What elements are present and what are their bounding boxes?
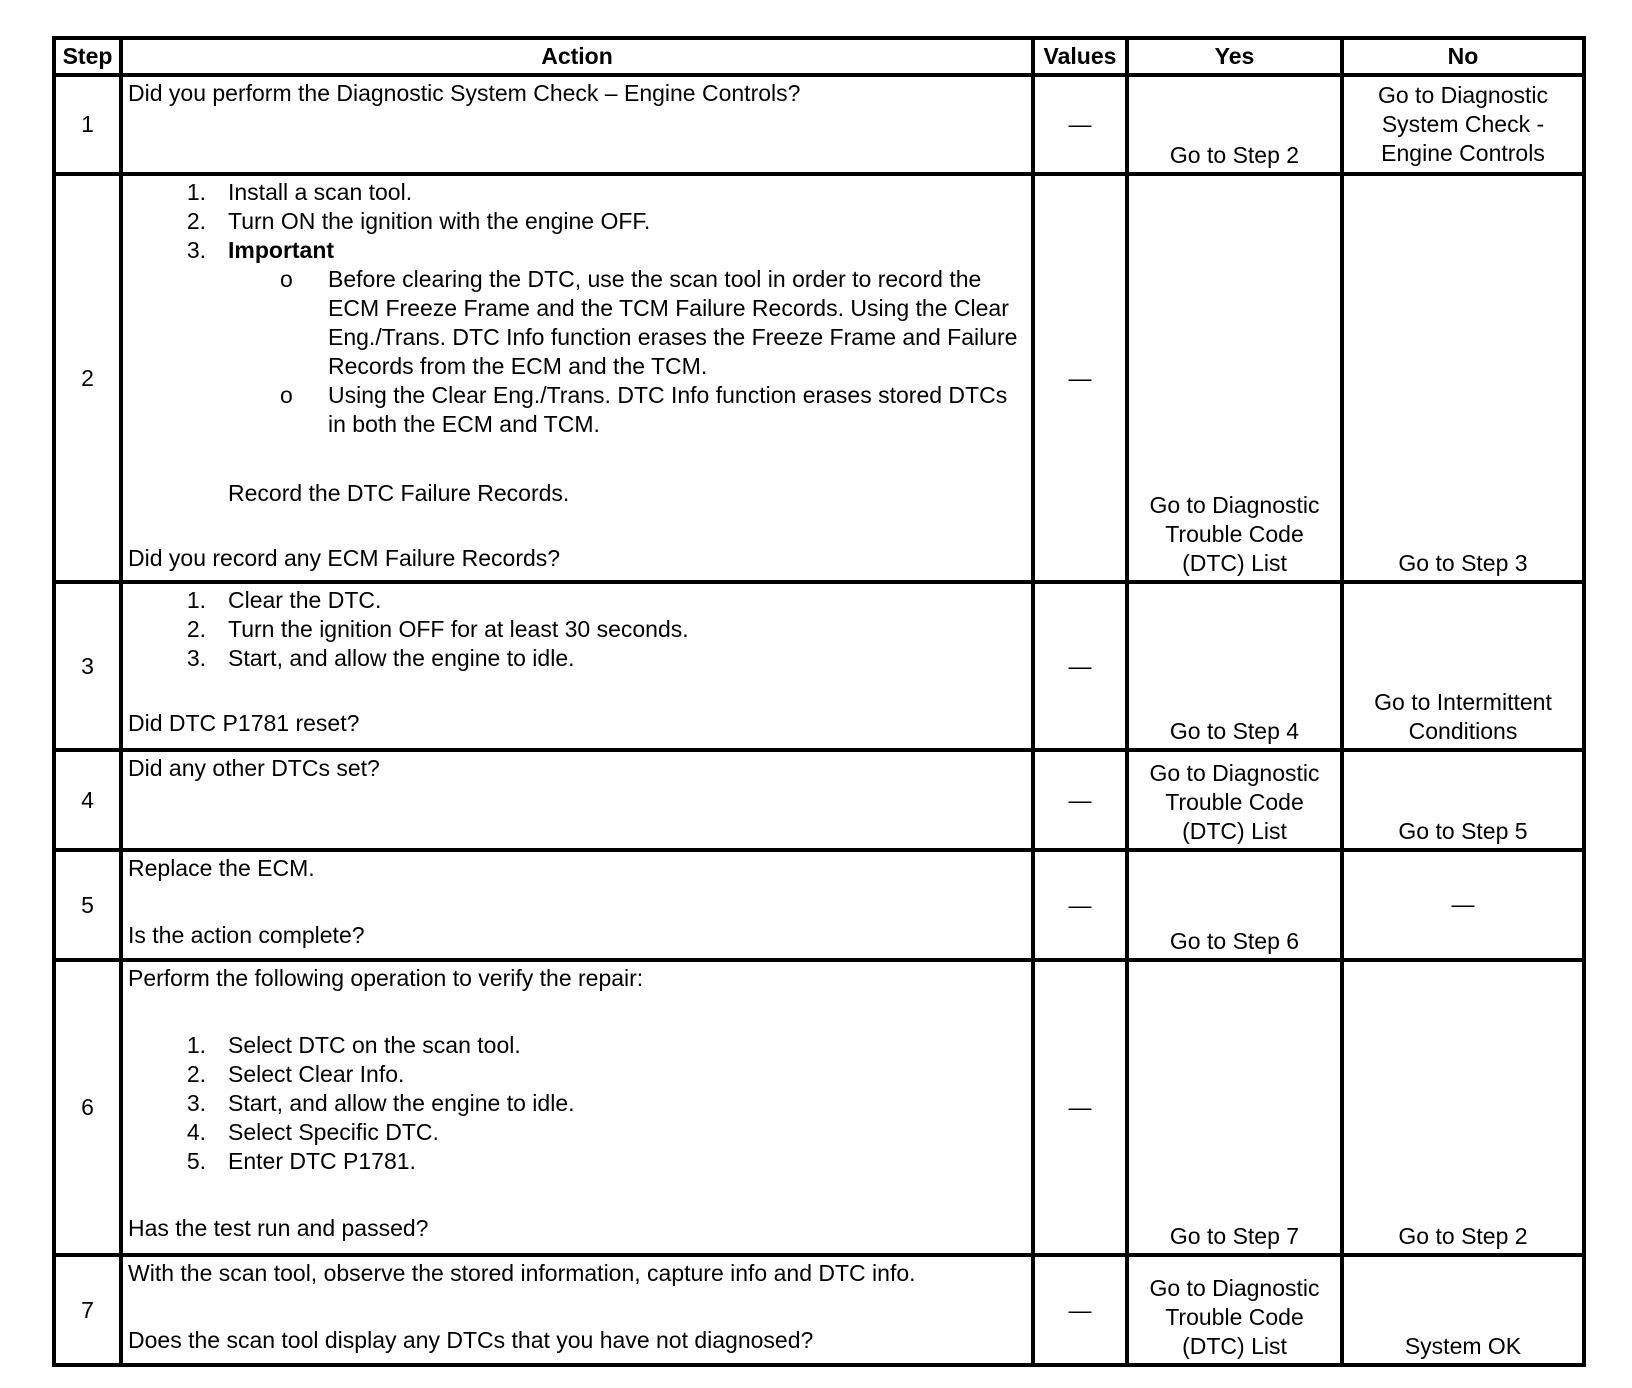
list-item: 5. Enter DTC P1781. — [186, 1148, 416, 1174]
action-question: Did you perform the Diagnostic System Check – Engine Controls? — [128, 80, 801, 106]
table-row — [54, 75, 1584, 174]
yes-cell: Go to Diagnostic Trouble Code (DTC) List — [1127, 1255, 1342, 1365]
action-list — [128, 586, 1027, 673]
diagnostic-table — [52, 36, 1586, 1367]
yes-cell: Go to Step 4 — [1127, 582, 1342, 750]
header-values: Values — [1033, 38, 1127, 75]
no-cell: — — [1342, 850, 1584, 960]
list-item: 1. Install a scan tool. — [186, 179, 413, 205]
action-question: Has the test run and passed? — [128, 1215, 429, 1241]
yes-cell: Go to Step 2 — [1127, 75, 1342, 174]
table-row — [54, 582, 1584, 750]
action-cell — [121, 750, 1033, 850]
action-cell — [121, 960, 1033, 1255]
action-question: Did any other DTCs set? — [128, 755, 380, 781]
action-cell — [121, 1255, 1033, 1365]
list-item: 2. Select Clear Info. — [186, 1061, 405, 1087]
table-row — [54, 174, 1584, 582]
action-question: Did you record any ECM Failure Records? — [128, 545, 561, 571]
list-item: o Before clearing the DTC, use the scan tool in order to record the ECM Freeze Frame and the TCM Failure Records. Using the Clear Eng./Trans. DTC Info function erases the Freeze Frame and Failure Records from the ECM and the TCM. — [280, 266, 1018, 379]
action-cell — [121, 174, 1033, 582]
list-item: 3. Important o Before clearing the DTC, use the scan tool in order to record the ECM Freeze Frame and the TCM Failure Records. Using the Clear Eng./Trans. DTC Info function erases the Freeze Frame and Failure Records from the ECM and the TCM. o Using the Clear Eng./Trans. DTC Info function erases stored DTCs in both the ECM and TCM. — [128, 236, 1027, 439]
step-number: 2 — [54, 174, 121, 582]
yes-cell: Go to Diagnostic Trouble Code (DTC) List — [1127, 174, 1342, 582]
yes-cell: Go to Step 6 — [1127, 850, 1342, 960]
step-number: 7 — [54, 1255, 121, 1365]
list-item: o Using the Clear Eng./Trans. DTC Info function erases stored DTCs in both the ECM and TCM. — [280, 382, 1008, 437]
action-question: Does the scan tool display any DTCs that you have not diagnosed? — [128, 1327, 814, 1353]
important-label: Important — [228, 237, 335, 263]
list-item: 3. Start, and allow the engine to idle. — [186, 1090, 575, 1116]
table-row — [54, 850, 1584, 960]
action-intro: Perform the following operation to verify the repair: — [128, 965, 644, 991]
action-cell — [121, 850, 1033, 960]
no-cell: Go to Step 5 — [1342, 750, 1584, 850]
step-number: 1 — [54, 75, 121, 174]
header-yes: Yes — [1127, 38, 1342, 75]
list-item: 3. Start, and allow the engine to idle. — [186, 645, 575, 671]
step-number: 3 — [54, 582, 121, 750]
action-note: Record the DTC Failure Records. — [228, 480, 570, 506]
header-action: Action — [121, 38, 1033, 75]
action-question: Is the action complete? — [128, 922, 365, 948]
action-cell — [121, 582, 1033, 750]
important-list — [128, 265, 1027, 439]
action-list — [128, 178, 1027, 439]
no-cell: System OK — [1342, 1255, 1584, 1365]
values-cell: — — [1033, 850, 1127, 960]
table-row — [54, 750, 1584, 850]
yes-cell: Go to Step 7 — [1127, 960, 1342, 1255]
list-item: 1. Clear the DTC. — [186, 587, 382, 613]
yes-cell: Go to Diagnostic Trouble Code (DTC) List — [1127, 750, 1342, 850]
list-item: 2. Turn ON the ignition with the engine OFF. — [186, 208, 651, 234]
list-item: 2. Turn the ignition OFF for at least 30 seconds. — [186, 616, 689, 642]
values-cell: — — [1033, 582, 1127, 750]
list-item: 1. Select DTC on the scan tool. — [186, 1032, 521, 1058]
step-number: 5 — [54, 850, 121, 960]
no-cell: Go to Diagnostic System Check - Engine Controls — [1342, 75, 1584, 174]
table-row — [54, 960, 1584, 1255]
no-cell: Go to Intermittent Conditions — [1342, 582, 1584, 750]
header-row — [54, 38, 1584, 75]
header-step: Step — [54, 38, 121, 75]
action-cell — [121, 75, 1033, 174]
header-no: No — [1342, 38, 1584, 75]
values-cell: — — [1033, 1255, 1127, 1365]
values-cell: — — [1033, 960, 1127, 1255]
step-number: 4 — [54, 750, 121, 850]
no-cell: Go to Step 3 — [1342, 174, 1584, 582]
action-list — [128, 1031, 1027, 1176]
values-cell: — — [1033, 75, 1127, 174]
no-cell: Go to Step 2 — [1342, 960, 1584, 1255]
action-intro: Replace the ECM. — [128, 855, 315, 881]
values-cell: — — [1033, 750, 1127, 850]
values-cell: — — [1033, 174, 1127, 582]
list-item: 4. Select Specific DTC. — [186, 1119, 439, 1145]
action-intro: With the scan tool, observe the stored information, capture info and DTC info. — [128, 1260, 916, 1286]
action-question: Did DTC P1781 reset? — [128, 710, 360, 736]
step-number: 6 — [54, 960, 121, 1255]
table-row — [54, 1255, 1584, 1365]
